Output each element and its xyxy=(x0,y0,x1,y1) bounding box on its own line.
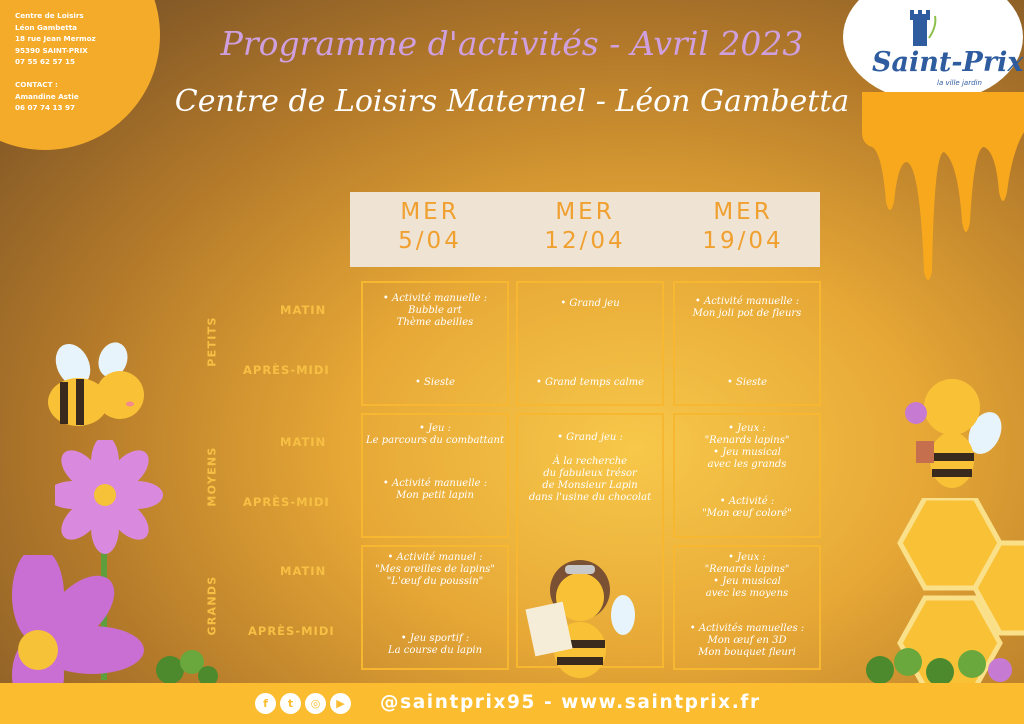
contact-line: Centre de Loisirs xyxy=(15,11,84,20)
youtube-icon[interactable]: ▶ xyxy=(330,693,351,714)
group-label-grands: GRANDS xyxy=(205,575,219,636)
date-column-2: MER 12/04 xyxy=(544,199,626,254)
contact-line: 18 rue Jean Mermoz xyxy=(15,34,96,44)
activity-text: • Grand jeu xyxy=(560,298,620,309)
twitter-icon[interactable]: t xyxy=(280,693,301,714)
contact-line: Léon Gambetta xyxy=(15,22,77,32)
contact-phone: 07 55 62 57 15 xyxy=(15,57,76,67)
time-label-morning: MATIN xyxy=(280,303,327,317)
large-flower-decoration xyxy=(0,555,150,685)
group-label-petits: PETITS xyxy=(205,316,219,367)
contact-person-phone: 06 07 74 13 97 xyxy=(15,103,76,113)
time-label-afternoon: APRÈS-MIDI xyxy=(243,495,330,509)
leaves-decoration xyxy=(150,640,220,685)
page-title: Programme d'activités - Avril 2023 xyxy=(220,24,804,63)
activity-text: • Activités manuelles : Mon œuf en 3D Mon bouquet fleuri xyxy=(689,623,805,658)
activity-text: • Activité manuelle : Mon joli pot de fleurs xyxy=(692,296,802,319)
leaves-decoration xyxy=(860,640,1024,685)
time-label-morning: MATIN xyxy=(280,435,327,449)
instagram-icon[interactable]: ◎ xyxy=(305,693,326,714)
activity-text: • Activité manuel : "Mes oreilles de lapins" "L'œuf du poussin" xyxy=(374,552,496,587)
honey-drip-decoration xyxy=(862,92,1024,287)
group-label-moyens: MOYENS xyxy=(205,446,219,507)
page-subtitle: Centre de Loisirs Maternel - Léon Gambetta xyxy=(174,84,850,119)
logo-name: Saint-Prix xyxy=(872,47,1024,78)
activity-text-shared: • Grand jeu : À la recherche du fabuleux trésor de Monsieur Lapin dans l'usine du chocolat xyxy=(528,432,652,503)
contact-heading: CONTACT : xyxy=(15,79,58,89)
date-column-3: MER 19/04 xyxy=(702,199,784,254)
bee-with-flower-illustration xyxy=(900,365,1010,500)
activity-text: • Sieste xyxy=(414,377,456,388)
activity-text: • Jeu : Le parcours du combattant xyxy=(366,423,504,446)
activity-text: • Grand temps calme xyxy=(535,377,645,388)
activity-text: • Activité manuelle : Mon petit lapin xyxy=(382,478,488,501)
time-label-afternoon: APRÈS-MIDI xyxy=(243,363,330,377)
logo-tagline: la ville jardin xyxy=(937,79,982,87)
activity-text: • Activité manuelle : Bubble art Thème abeilles xyxy=(382,293,488,328)
bee-illustration xyxy=(38,340,148,445)
facebook-icon[interactable]: f xyxy=(255,693,276,714)
contact-person: Amandine Astie xyxy=(15,91,79,101)
activity-text: • Jeux : "Renards lapins" • Jeu musical avec les grands xyxy=(704,423,790,470)
activity-text: • Jeu sportif : La course du lapin xyxy=(387,633,483,656)
contact-line: 95390 SAINT-PRIX xyxy=(15,45,88,55)
bee-explorer-illustration xyxy=(525,555,645,680)
activity-text: • Activité : "Mon œuf coloré" xyxy=(702,496,792,519)
footer-contact[interactable]: @saintprix95 - www.saintprix.fr xyxy=(380,692,761,713)
time-label-morning: MATIN xyxy=(280,564,327,578)
activity-text: • Jeux : "Renards lapins" • Jeu musical avec les moyens xyxy=(704,552,790,599)
date-column-1: MER 5/04 xyxy=(398,199,462,254)
activity-text: • Sieste xyxy=(726,377,768,388)
time-label-afternoon: APRÈS-MIDI xyxy=(248,624,335,638)
